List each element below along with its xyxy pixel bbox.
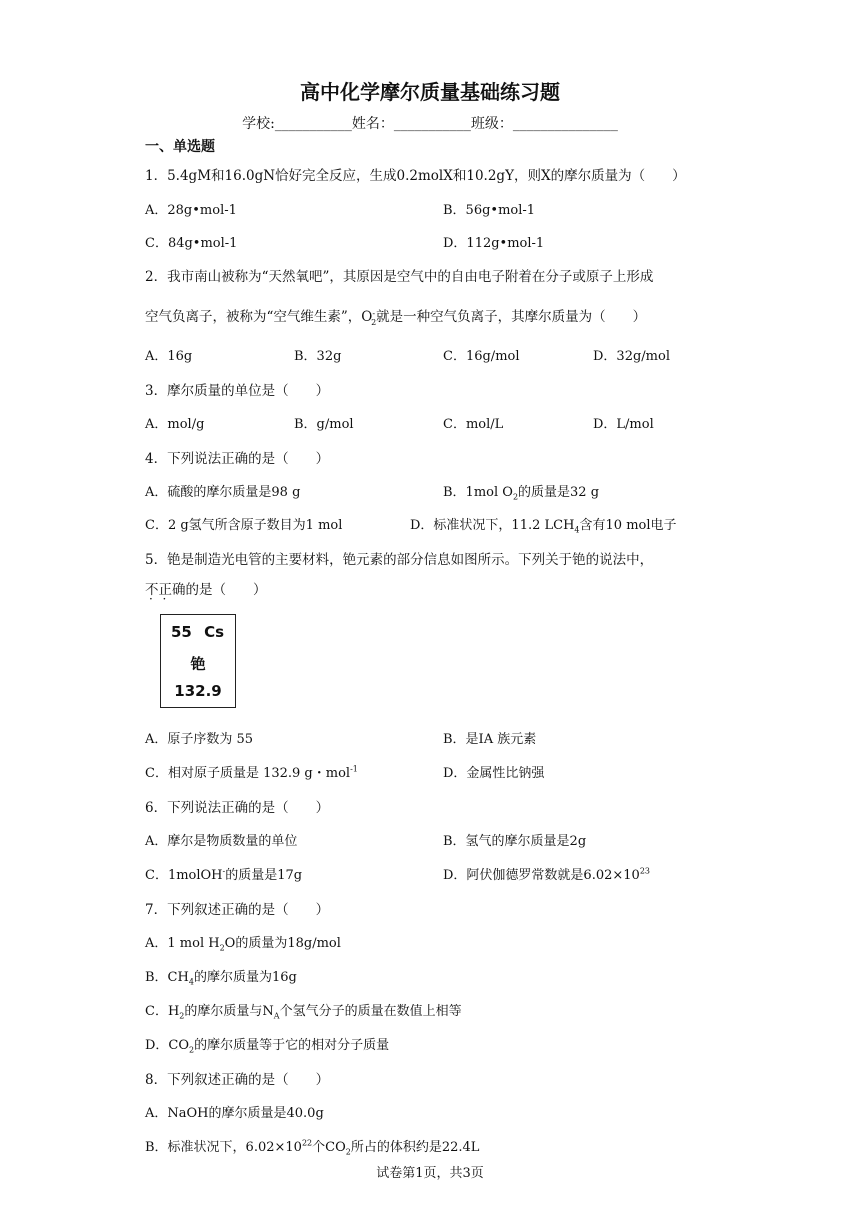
question-6-option-d-pre: D．阿伏伽德罗常数就是6.02×10: [443, 868, 640, 883]
page-footer: 试卷第1页，共3页: [376, 1166, 484, 1181]
question-4-option-a: A．硫酸的摩尔质量是98 g: [145, 485, 301, 500]
question-1-stem: 1．5.4gM和16.0gN恰好完全反应，生成0.2molX和10.2gY，则X的摩尔质量为（ ）: [145, 168, 686, 184]
question-5-stem-rest: 确的是（ ）: [172, 582, 267, 598]
question-4-option-d: [410, 514, 677, 535]
question-7-option-a-pre: A．1 mol H: [145, 936, 220, 951]
question-2-sub: 2: [371, 317, 377, 327]
question-6-option-c-sup: -: [222, 866, 226, 876]
question-2-option-a: A．16g: [145, 349, 193, 364]
emphasis-dot-char-1: 不: [145, 582, 159, 598]
element-symbol: Cs: [204, 623, 224, 641]
question-3-option-b: B．g/mol: [294, 417, 354, 432]
question-6-option-c-pre: C．1molOH: [145, 868, 223, 883]
question-4-option-d-sub: 4: [574, 525, 580, 535]
question-6-option-c-post: 的质量是17g: [225, 868, 303, 883]
question-3-option-c: C．mol/L: [443, 417, 504, 432]
question-8-option-b-sub: 2: [345, 1147, 351, 1157]
question-7-stem: 7．下列叙述正确的是（ ）: [145, 902, 330, 918]
question-6-option-d-sup: 23: [639, 866, 650, 876]
element-name: 铯: [190, 655, 206, 673]
student-info-line: 学校:___________姓名：___________班级：_______________: [242, 116, 618, 132]
question-4-option-d-pre: D．标准状况下，11.2 LCH: [410, 518, 575, 533]
question-5-option-c: [145, 762, 358, 781]
question-7-option-c-sub2: A: [273, 1011, 280, 1021]
element-card-cesium: [160, 614, 236, 708]
question-5-option-c-pre: C．相对原子质量是 132.9 g・mol: [145, 766, 351, 781]
question-6-option-a: A．摩尔是物质数量的单位: [145, 834, 298, 849]
question-5-option-d: D．金属性比钠强: [443, 766, 545, 781]
question-2-text-b: 就是一种空气负离子，其摩尔质量为（ ）: [376, 309, 647, 325]
question-8-option-b-post: 所占的体积约是22.4L: [350, 1140, 480, 1155]
question-8-option-b-mid: 个CO: [312, 1140, 346, 1155]
element-atomic-number: 55: [171, 623, 192, 641]
question-3-stem: 3．摩尔质量的单位是（ ）: [145, 383, 330, 399]
question-5-stem-line-2: [145, 578, 267, 598]
element-atomic-mass: 132.9: [174, 682, 222, 700]
question-7-option-c-sub: 2: [179, 1011, 185, 1021]
question-5-option-a: A．原子序数为 55: [145, 732, 254, 747]
question-4-option-b: [443, 481, 599, 502]
section-heading: 一、单选题: [145, 139, 215, 155]
question-2-option-c: C．16g/mol: [443, 349, 520, 364]
question-8-option-b-pre: B．标准状况下，6.02×10: [145, 1140, 302, 1155]
question-2-sup: -: [372, 308, 376, 318]
question-7-option-c-pre: C．H: [145, 1004, 180, 1019]
question-7-option-b-post: 的摩尔质量为16g: [193, 970, 297, 985]
page-title: 高中化学摩尔质量基础练习题: [300, 80, 560, 104]
question-7-option-d-pre: D．CO: [145, 1038, 190, 1053]
question-2-option-d: D．32g/mol: [593, 349, 670, 364]
question-2-text-a: 空气负离子，被称为“空气维生素”，O: [145, 309, 373, 325]
question-7-option-c-post: 个氢气分子的质量在数值上相等: [279, 1004, 462, 1019]
question-4-option-d-post: 含有10 mol电子: [579, 518, 677, 533]
question-5-option-c-sup: -1: [350, 764, 358, 774]
question-6-option-d: [443, 864, 650, 883]
question-4-option-c: C．2 g氢气所含原子数目为1 mol: [145, 518, 343, 533]
question-3-option-a: A．mol/g: [145, 417, 205, 432]
emphasis-dot-char-2: 正: [158, 582, 172, 598]
question-2-option-b: B．32g: [294, 349, 342, 364]
question-7-option-c-mid: 的摩尔质量与N: [184, 1004, 274, 1019]
question-1-option-d: D．112g•mol-1: [443, 236, 545, 251]
question-1-option-a: A．28g•mol-1: [145, 203, 237, 218]
question-5-option-b: B．是ⅠA 族元素: [443, 732, 537, 747]
question-6-option-b: B．氢气的摩尔质量是2g: [443, 834, 587, 849]
question-1-option-b: B．56g•mol-1: [443, 203, 536, 218]
question-6-option-c: [145, 864, 302, 883]
question-8-option-b: [145, 1136, 479, 1157]
question-5-stem-line-1: 5．铯是制造光电管的主要材料，铯元素的部分信息如图所示。下列关于铯的说法中，: [145, 552, 654, 568]
question-7-option-c: [145, 1000, 462, 1021]
question-7-option-b-sub: 4: [188, 977, 194, 987]
question-2-stem-line-1: 2．我市南山被称为“天然氧吧”，其原因是空气中的自由电子附着在分子或原子上形成: [145, 269, 654, 285]
question-7-option-b-pre: B．CH: [145, 970, 189, 985]
question-8-stem: 8．下列叙述正确的是（ ）: [145, 1072, 330, 1088]
question-7-option-a-sub: 2: [219, 943, 225, 953]
question-6-stem: 6．下列说法正确的是（ ）: [145, 800, 330, 816]
question-4-option-b-post: 的质量是32 g: [518, 485, 600, 500]
question-8-option-b-sup: 22: [301, 1138, 313, 1148]
question-8-option-a: A．NaOH的摩尔质量是40.0g: [145, 1106, 324, 1121]
question-1-option-c: C．84g•mol-1: [145, 236, 238, 251]
question-7-option-d-post: 的摩尔质量等于它的相对分子质量: [194, 1038, 390, 1053]
question-3-option-d: D．L/mol: [593, 417, 654, 432]
question-7-option-a: [145, 932, 341, 953]
question-7-option-d-sub: 2: [189, 1045, 195, 1055]
question-7-option-a-post: O的质量为18g/mol: [224, 936, 341, 951]
question-7-option-b: [145, 966, 297, 987]
question-4-stem: 4．下列说法正确的是（ ）: [145, 451, 330, 467]
question-7-option-d: [145, 1034, 389, 1055]
question-2-stem-line-2: [145, 305, 646, 327]
question-4-option-b-sub: 2: [512, 492, 519, 502]
question-4-option-b-pre: B．1mol O: [443, 485, 513, 500]
